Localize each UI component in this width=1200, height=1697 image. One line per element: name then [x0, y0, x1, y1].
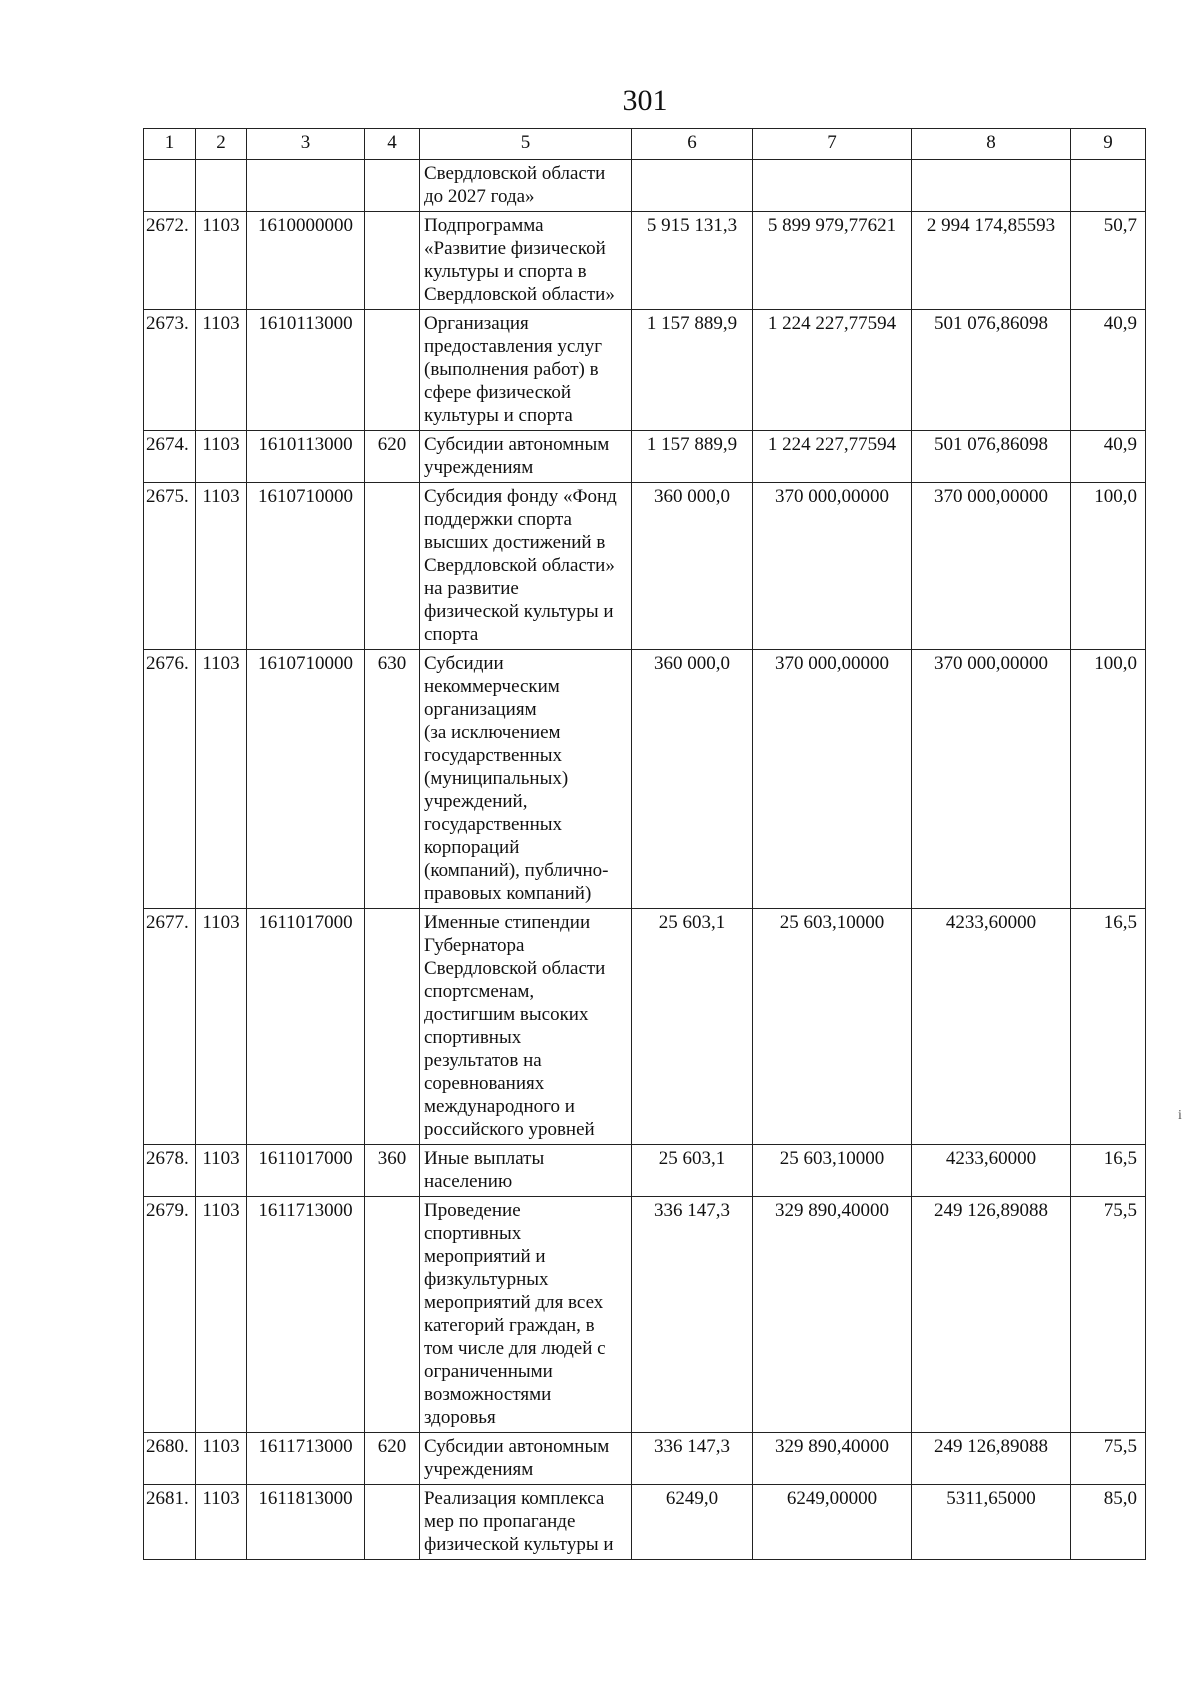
item-name-text: Проведение спортивных мероприятий и физкультурных мероприятий для всех категорий граждан, в том числе для людей с ограниченными возможностями здоровья [424, 1200, 606, 1428]
table-row [144, 310, 1146, 431]
item-name [420, 483, 632, 650]
column-header-7: 7 [753, 129, 912, 160]
executed-amount: 370 000,00000 [912, 650, 1071, 909]
refined-amount: 370 000,00000 [753, 650, 912, 909]
table-body [144, 160, 1146, 1560]
item-name [420, 1197, 632, 1433]
column-header-2: 2 [196, 129, 247, 160]
execution-percent: 16,5 [1071, 909, 1146, 1145]
row-number: 2681. [144, 1485, 196, 1560]
execution-percent [1071, 160, 1146, 212]
section-code: 1103 [196, 1485, 247, 1560]
plan-amount: 1 157 889,9 [632, 431, 753, 483]
execution-percent: 40,9 [1071, 310, 1146, 431]
section-code: 1103 [196, 483, 247, 650]
execution-percent: 75,5 [1071, 1197, 1146, 1433]
table-row [144, 1433, 1146, 1485]
refined-amount: 25 603,10000 [753, 1145, 912, 1197]
section-code: 1103 [196, 650, 247, 909]
item-name-text: Субсидии автономным учреждениям [424, 434, 610, 478]
row-number: 2674. [144, 431, 196, 483]
plan-amount: 1 157 889,9 [632, 310, 753, 431]
item-name-text: Именные стипендии Губернатора Свердловской области спортсменам, достигшим высоких спортивных результатов на соревнованиях международного и российского уровней [424, 912, 606, 1140]
execution-percent: 16,5 [1071, 1145, 1146, 1197]
executed-amount: 2 994 174,85593 [912, 212, 1071, 310]
target-code: 1610113000 [247, 310, 365, 431]
refined-amount [753, 160, 912, 212]
target-code: 1611713000 [247, 1197, 365, 1433]
section-code: 1103 [196, 1197, 247, 1433]
refined-amount: 5 899 979,77621 [753, 212, 912, 310]
item-name [420, 431, 632, 483]
plan-amount: 336 147,3 [632, 1433, 753, 1485]
item-name [420, 1485, 632, 1560]
row-number: 2676. [144, 650, 196, 909]
column-header-6: 6 [632, 129, 753, 160]
section-code [196, 160, 247, 212]
expense-kind [365, 212, 420, 310]
column-header-8: 8 [912, 129, 1071, 160]
executed-amount: 5311,65000 [912, 1485, 1071, 1560]
executed-amount [912, 160, 1071, 212]
item-name [420, 310, 632, 431]
table-row [144, 1485, 1146, 1560]
section-code: 1103 [196, 909, 247, 1145]
column-header-5: 5 [420, 129, 632, 160]
executed-amount: 370 000,00000 [912, 483, 1071, 650]
section-code: 1103 [196, 310, 247, 431]
target-code: 1610113000 [247, 431, 365, 483]
target-code: 1611713000 [247, 1433, 365, 1485]
table-row [144, 650, 1146, 909]
margin-mark: i [1178, 1108, 1182, 1123]
expense-kind: 630 [365, 650, 420, 909]
item-name-text: Подпрограмма «Развитие физической культуры и спорта в Свердловской области» [424, 215, 615, 305]
target-code: 1610710000 [247, 483, 365, 650]
section-code: 1103 [196, 431, 247, 483]
column-header-9: 9 [1071, 129, 1146, 160]
expense-kind: 360 [365, 1145, 420, 1197]
row-number: 2678. [144, 1145, 196, 1197]
executed-amount: 501 076,86098 [912, 310, 1071, 431]
item-name-text: Организация предоставления услуг (выполнения работ) в сфере физической культуры и спорта [424, 313, 603, 426]
row-number: 2680. [144, 1433, 196, 1485]
table-row [144, 212, 1146, 310]
row-number: 2673. [144, 310, 196, 431]
refined-amount: 6249,00000 [753, 1485, 912, 1560]
item-name [420, 212, 632, 310]
refined-amount: 1 224 227,77594 [753, 431, 912, 483]
item-name-text: Субсидия фонду «Фонд поддержки спорта высших достижений в Свердловской области» на развитие физической культуры и спорта [424, 486, 617, 645]
row-number: 2675. [144, 483, 196, 650]
plan-amount: 6249,0 [632, 1485, 753, 1560]
table-row [144, 431, 1146, 483]
table-row [144, 1197, 1146, 1433]
plan-amount [632, 160, 753, 212]
expense-kind: 620 [365, 1433, 420, 1485]
executed-amount: 249 126,89088 [912, 1197, 1071, 1433]
plan-amount: 336 147,3 [632, 1197, 753, 1433]
item-name [420, 909, 632, 1145]
execution-percent: 100,0 [1071, 483, 1146, 650]
refined-amount: 329 890,40000 [753, 1433, 912, 1485]
table-row [144, 1145, 1146, 1197]
target-code: 1611017000 [247, 1145, 365, 1197]
execution-percent: 85,0 [1071, 1485, 1146, 1560]
refined-amount: 370 000,00000 [753, 483, 912, 650]
target-code: 1610000000 [247, 212, 365, 310]
plan-amount: 360 000,0 [632, 483, 753, 650]
item-name-text: Субсидии некоммерческим организациям (за исключением государственных (муниципальных) учреждений, государственных корпораций (компаний), публично- правовых компаний) [424, 653, 609, 904]
item-name-text: Реализация комплекса мер по пропаганде физической культуры и [424, 1488, 614, 1555]
executed-amount: 501 076,86098 [912, 431, 1071, 483]
expense-kind [365, 909, 420, 1145]
section-code: 1103 [196, 212, 247, 310]
expense-kind [365, 1485, 420, 1560]
plan-amount: 5 915 131,3 [632, 212, 753, 310]
table-row [144, 160, 1146, 212]
executed-amount: 4233,60000 [912, 909, 1071, 1145]
header-row [144, 129, 1146, 160]
item-name-text: Субсидии автономным учреждениям [424, 1436, 610, 1480]
column-header-1: 1 [144, 129, 196, 160]
row-number [144, 160, 196, 212]
item-name [420, 1145, 632, 1197]
row-number: 2679. [144, 1197, 196, 1433]
target-code: 1611813000 [247, 1485, 365, 1560]
refined-amount: 329 890,40000 [753, 1197, 912, 1433]
budget-table [143, 128, 1146, 1560]
column-header-3: 3 [247, 129, 365, 160]
item-name [420, 1433, 632, 1485]
page-number: 301 [622, 84, 668, 117]
table-row [144, 483, 1146, 650]
section-code: 1103 [196, 1145, 247, 1197]
table-row [144, 909, 1146, 1145]
refined-amount: 1 224 227,77594 [753, 310, 912, 431]
plan-amount: 25 603,1 [632, 1145, 753, 1197]
section-code: 1103 [196, 1433, 247, 1485]
expense-kind [365, 483, 420, 650]
item-name-text: Иные выплаты населению [424, 1148, 545, 1192]
item-name [420, 160, 632, 212]
item-name-text: Свердловской области до 2027 года» [424, 163, 606, 207]
expense-kind [365, 1197, 420, 1433]
execution-percent: 50,7 [1071, 212, 1146, 310]
executed-amount: 4233,60000 [912, 1145, 1071, 1197]
execution-percent: 100,0 [1071, 650, 1146, 909]
target-code: 1610710000 [247, 650, 365, 909]
plan-amount: 25 603,1 [632, 909, 753, 1145]
expense-kind [365, 310, 420, 431]
target-code [247, 160, 365, 212]
row-number: 2672. [144, 212, 196, 310]
plan-amount: 360 000,0 [632, 650, 753, 909]
refined-amount: 25 603,10000 [753, 909, 912, 1145]
execution-percent: 40,9 [1071, 431, 1146, 483]
target-code: 1611017000 [247, 909, 365, 1145]
row-number: 2677. [144, 909, 196, 1145]
executed-amount: 249 126,89088 [912, 1433, 1071, 1485]
item-name [420, 650, 632, 909]
execution-percent: 75,5 [1071, 1433, 1146, 1485]
expense-kind [365, 160, 420, 212]
column-header-4: 4 [365, 129, 420, 160]
expense-kind: 620 [365, 431, 420, 483]
